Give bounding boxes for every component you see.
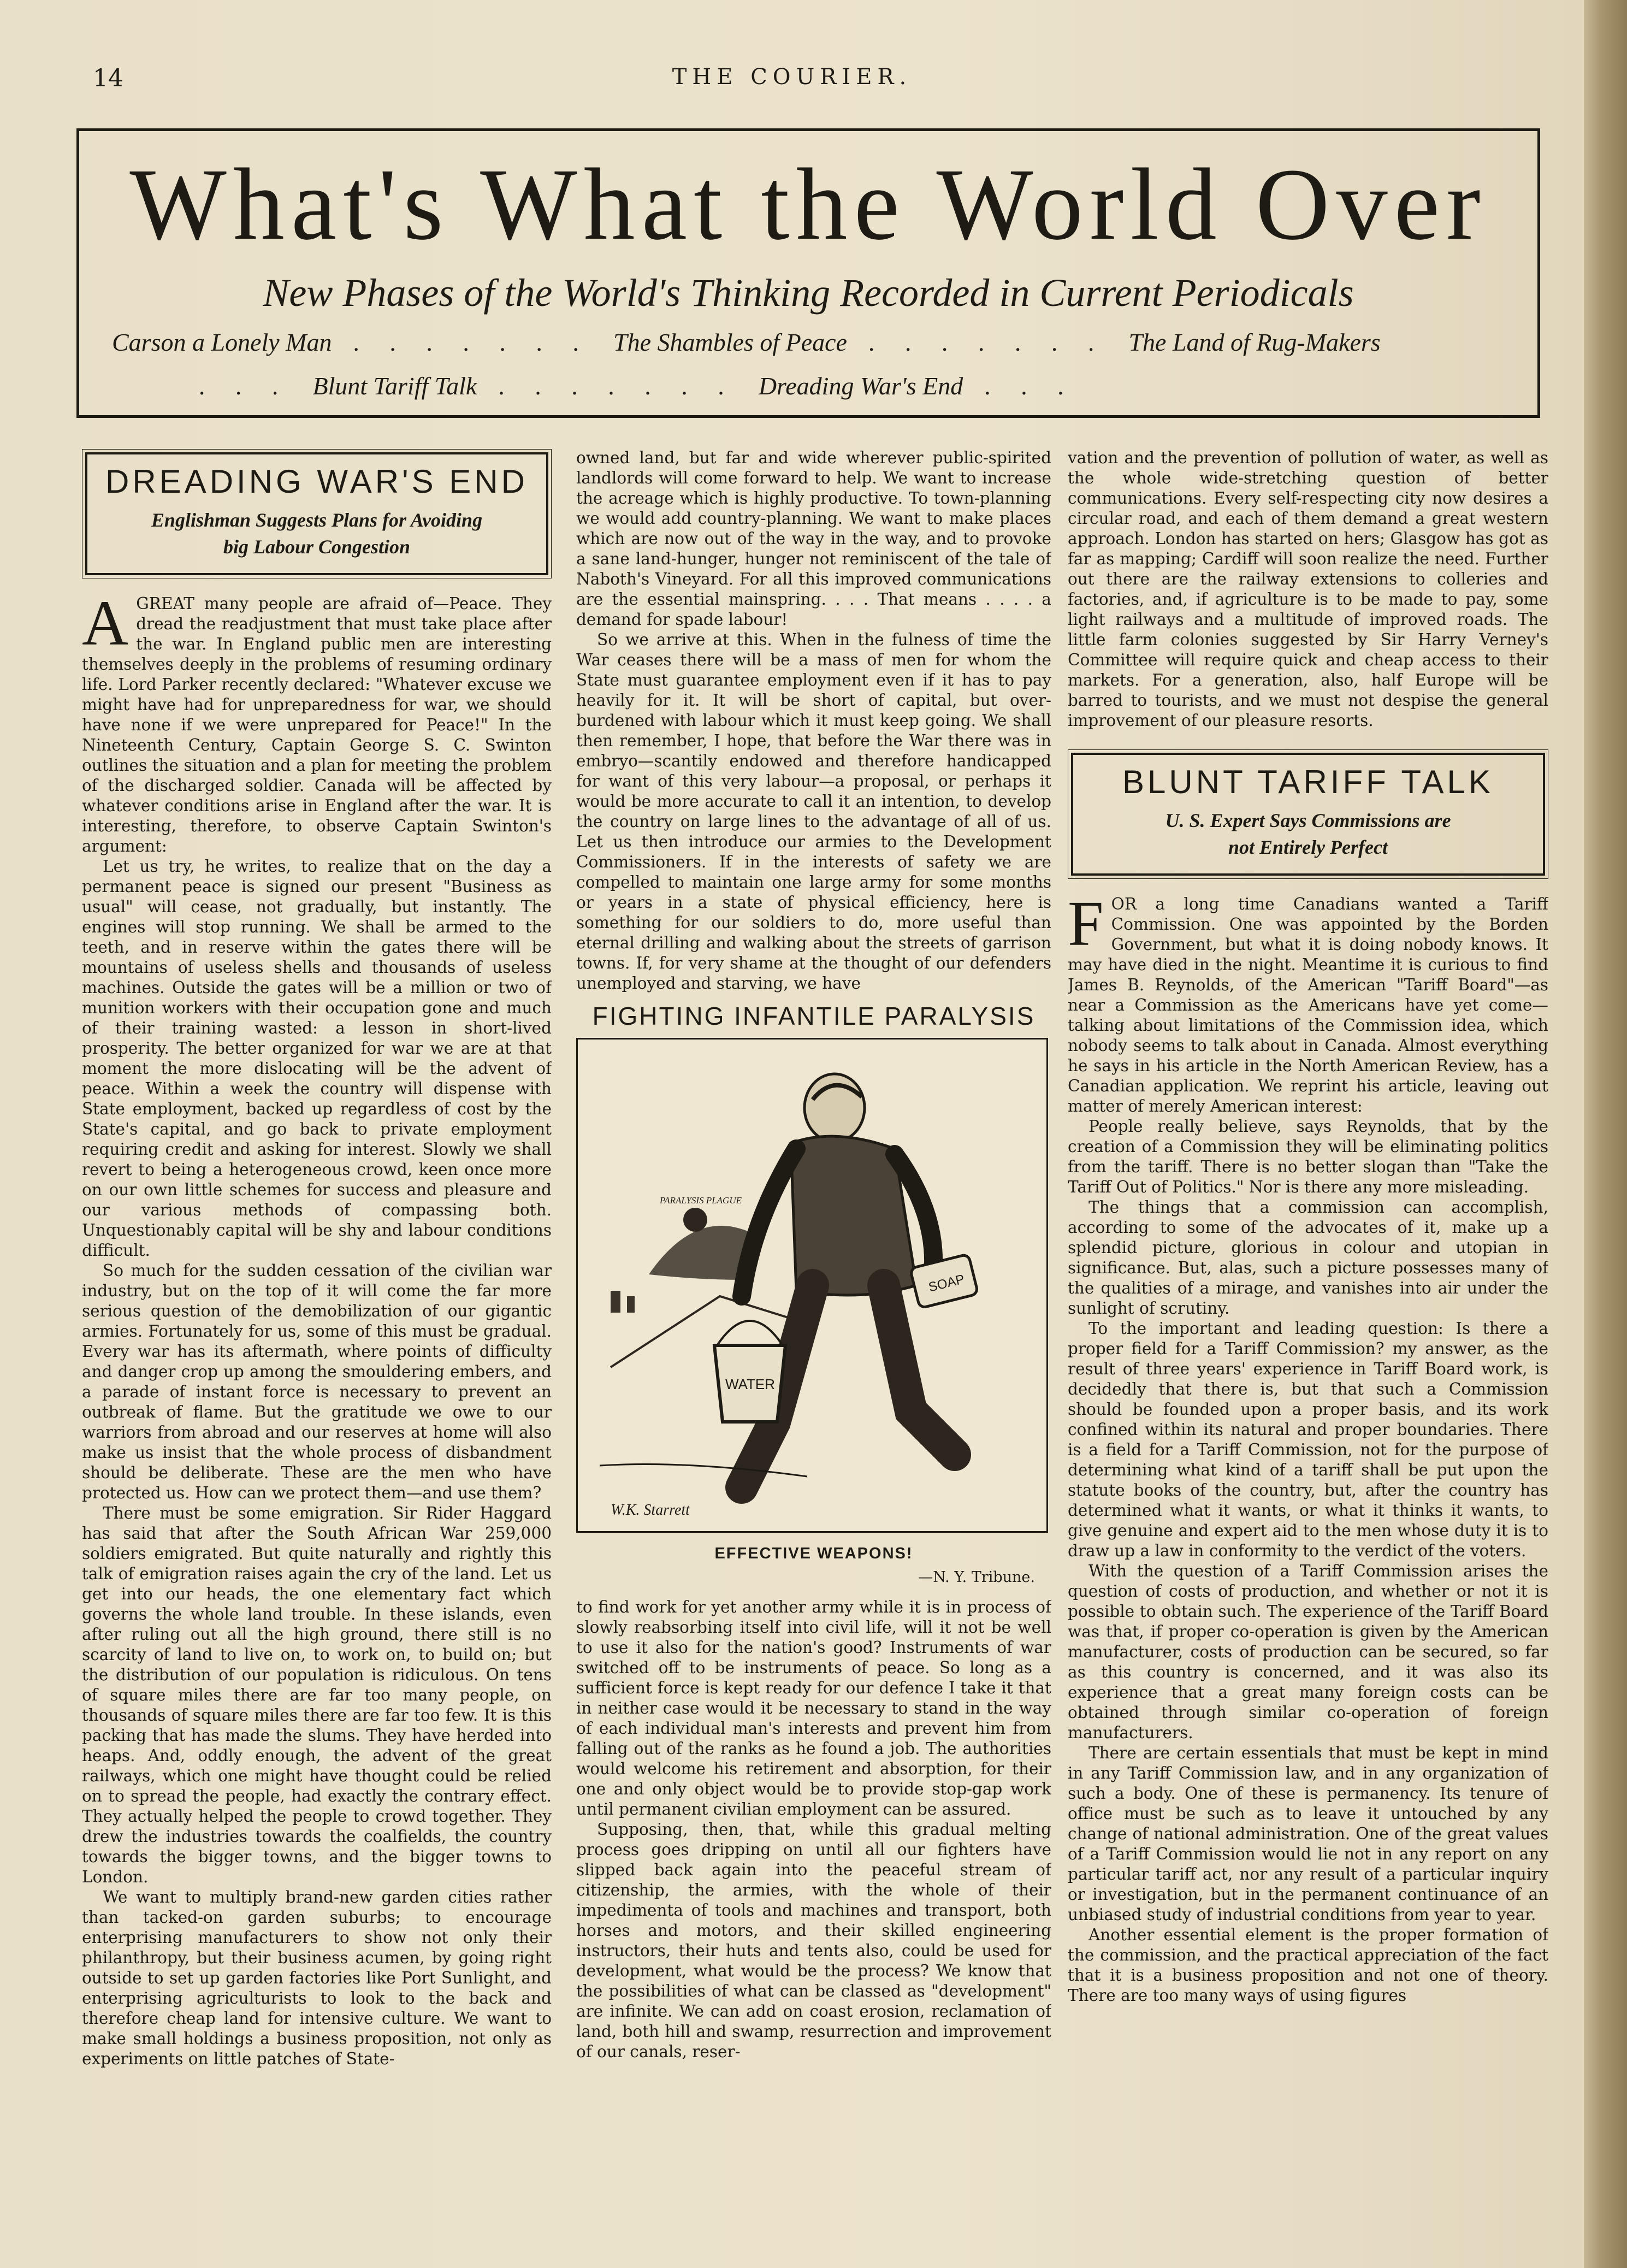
cartoon-title: FIGHTING INFANTILE PARALYSIS [592,1002,1036,1030]
article-paragraph: So much for the sudden cessation of the civilian war industry, but on the top of it will come the far more serious question of the demobilization of our gigantic armies. Fortunately for us, some of this must be gradual. Every war has its aftermath, where points of difficulty and danger crop up among the smouldering embers, and a parade of instant force is necessary to prevent an outbreak of flame. But the gratitude we owe to our warriors from abroad and our reserves at home will also make us insist that the whole process of disbandment should be deliberate. These are the men who have protected us. How can we protect them—and use them? [82,1261,552,1503]
artist-signature: W.K. Starrett [611,1502,690,1519]
contents-item: Carson a Lonely Man [112,328,332,356]
drop-cap: A [82,587,129,659]
article-paragraph: vation and the prevention of pollution of water, as well as the whole wide-stretching question of better communications. Every self-respecting city now desires a circular road, and each of them demand a great western approach. London has started on hers; Glasgow has got as far as mapping; Cardiff will soon realize the need. Further out there are the railway extensions to colleries and factories, and, if agriculture is to be made to pay, some light railways and a multitude of improved roads. The little farm colonies suggested by Sir Harry Verney's Committee will require quick and cheap access to their markets. For a generation, also, half Europe will be barred to tourists, and we must not despise the general improvement of our pleasure resorts. [1068,448,1548,730]
article-paragraph: Another essential element is the proper formation of the commission, and the practical appreciation of the fact that it is a business proposition and not one of theory. There are too many ways of using figures [1068,1926,1548,2005]
cartoon-illustration [578,1040,1046,1531]
drop-cap: F [1068,888,1104,960]
cartoon-credit: —N. Y. Tribune. [918,1569,1035,1586]
article-deck: Englishman Suggests Plans for Avoiding big Labour Congestion [151,509,483,558]
article-paragraph: Let us try, he writes, to realize that on the day a permanent peace is signed our present "Business as usual" will cease, not gradually, but instantly. The engines will stop running. We shall be armed to the teeth, and in reserve within the gates there will be mountains of useless shells and thousands of useless machines. Outside the gates will be a million or two of munition workers with their occupation gone and much of their training wasted: a lesson in short-lived prosperity. The better organized for war we are at that moment the more dislocating will be the advent of peace. Within a week the country will dispense with State employment, backed up regardless of cost by the State's capital, and go back to private employment requiring credit and asking for interest. Slowly we shall revert to being a heterogeneous crowd, keen once more on our own little schemes for success and pleasure and our various methods of compassing both. Unquestionably capital will be shy and labour conditions difficult. [82,857,552,1260]
cartoon [576,1001,1051,1587]
dot-leader: . . . [985,372,1076,400]
contents-item: The Shambles of Peace [613,328,847,356]
dot-leader: . . . . . . . [868,328,1107,356]
article-deck: U. S. Expert Says Commissions are not Entirely Perfect [1165,810,1451,858]
article-paragraph: There must be some emigration. Sir Rider Haggard has said that after the South African War 259,000 soldiers emigrated. But quite naturally and rightly this talk of emigration raises again the cry of the land. Let us get into our heads, the one elementary fact which governs the whole land trouble. In these islands, even after ruling out all the high ground, there still is no scarcity of land to live on, to work on, to build on; but the distribution of our population is ridiculous. On tens of square miles there are far too many people, on thousands of square miles there are far too few. It is this packing that has made the slums. They have herded into heaps. And, oddly enough, the advent of the great railways, which one might have thought could be relied on to spread the people, had exactly the contrary effect. They actually helped the people to crowd together. They drew the industries towards the coalfields, the country towards the bigger towns, and the bigger towns to London. [82,1504,552,1887]
column-1 [82,448,552,2240]
article-paragraph: To the important and leading question: Is there a proper field for a Tariff Commission? my answer, as the result of three years' experience in Tariff Board work, is decidedly that there is, but that such a Commission should be founded upon a proper basis, and its work confined within its natural and proper boundaries. There is a field for a Tariff Commission, not for the purpose of determining what kind of a tariff shall be put upon the statute books of the country, but, after the country has determined what it wants, or what it thinks it wants, to give genuine and expert aid to the men whose duty it is to draw up a law in conformity to the verdict of the voters. [1068,1319,1548,1561]
paragraph-text: GREAT many people are afraid of—Peace. They dread the readjustment that must take place after the war. In England public men are interesting themselves deeply in the problems of resuming ordinary life. Lord Parker recently declared: "Whatever excuse we might have had for unpreparedness for war, we should have none if we were unprepared for Peace!" In the Nineteenth Century, Captain George S. C. Swinton outlines the situation and a plan for meeting the problem of the discharged soldier. Canada will be affected by whatever conditions arise in England after the war. It is interesting, therefore, to observe Captain Swinton's argument: [82,594,552,856]
distant-building [627,1296,635,1313]
article-paragraph [82,587,552,857]
distant-building [611,1291,620,1313]
plague-label: PARALYSIS PLAGUE [660,1195,742,1206]
dot-leader: . . . . . . . [499,372,737,400]
soap-label: SOAP [927,1272,966,1295]
cartoon-caption: EFFECTIVE WEAPONS! [714,1545,913,1563]
article-paragraph: owned land, but far and wide wherever public-spirited landlords will come forward to help. We want to increase the acreage which is highly productive. To town-planning we would add country-planning. We want to make places which are now out of the way in the way, and to provoke a sane land-hunger, hunger not reminiscent of the tale of Naboth's Vineyard. For all this improved communications are the essential mainspring. . . . That means . . . . a demand for spade labour! [576,448,1051,629]
article-paragraph: We want to multiply brand-new garden cities rather than tacked-on garden suburbs; to encourage enterprising manufacturers to show not only their philanthropy, but their business acumen, by going right outside to set up garden factories like Port Sunlight, and enterprising agriculturists to look to the back and therefore cheap land for intensive culture. We want to make small holdings a business proposition, not only as experiments on little patches of State- [82,1888,552,2069]
pail-label: WATER [725,1376,775,1393]
cartoon-frame [576,1038,1048,1533]
article-header-dreading-wars-end [85,452,548,575]
page-number: 14 [93,64,123,92]
article-headline: BLUNT TARIFF TALK [1122,764,1494,800]
article-header-blunt-tariff-talk [1071,753,1545,876]
contents-row-2 [178,371,1098,400]
contents-item: Dreading War's End [758,372,963,400]
contents-item: The Land of Rug-Makers [1128,328,1381,356]
running-head [0,64,1584,103]
article-paragraph: to find work for yet another army while it is in process of slowly reabsorbing itself into civil life, will it not be well to use it also for the nation's good? Instruments of war switched off to be instruments of peace. So long as a sufficient force is kept ready for our defence I take it that in neither case would it be necessary to stand in the way of each individual man's interests and prevent him from falling out of the ranks as he found a job. The authorities would welcome his retirement and absorption, for their one and only object would be to provide stop-gap work until permanent civilian employment can be assured. [576,1598,1051,1819]
article-headline: DREADING WAR'S END [105,463,528,500]
contents-row-1 [112,328,1381,357]
article-paragraph: Supposing, then, that, while this gradual melting process goes dripping on until all our fighters have slipped back again into the peaceful stream of citizenship, the armies, with the whole of their impedimenta of tools and machines and transport, both horses and motors, and their skilled engineering instructors, their huts and tents also, could be used for development, what would be the process? We know that the possibilities of what can be classed as "development" are infinite. We can add on coast erosion, reclamation of land, both hill and swamp, resurrection and improvement of our canals, reser- [576,1820,1051,2062]
section-subtitle: New Phases of the World's Thinking Recorded in Current Periodicals [263,271,1354,315]
section-masthead [76,128,1540,418]
dot-leader: . . . . . . . [353,328,591,356]
publication-title: THE COURIER. [672,64,912,90]
article-paragraph: With the question of a Tariff Commission arises the question of costs of production, and whether or not it is possible to obtain such. The experience of the Tariff Board was that, if proper co-operation is given by the American manufacturer, costs of production can be secured, so far as this country is concerned, and it was also its experience that a great many foreign costs can be obtained through similar co-operation of foreign manufacturers. [1068,1562,1548,1743]
binding-edge [1584,0,1627,2268]
paragraph-text: OR a long time Canadians wanted a Tariff Commission. One was appointed by the Borden Government, but what it is doing nobody knows. It may have died in the night. Meantime it is curious to find James B. Reynolds, of the American "Tariff Board"—as near a Commission as the Americans have yet come—talking about limitations of the Commission idea, which nobody seems to talk about in Canada. Almost everything he says in his article in the North American Review, has a Canadian application. We reprint his article, leaving out matter of merely American interest: [1068,895,1548,1116]
column-2 [576,448,1051,2240]
article-paragraph: People really believe, says Reynolds, that by the creation of a Commission they will be eliminating politics from the tariff. There is no better slogan than "Take the Tariff Out of Politics." Nor is there any more misleading. [1068,1117,1548,1197]
article-paragraph: So we arrive at this. When in the fulness of time the War ceases there will be a mass of men for whom the State must guarantee employment even if it has to pay heavily for it. It will be short of capital, but over-burdened with labour which it must keep going. We shall then remember, I hope, that before the War there was in embryo—scantily endowed and therefore handicapped for want of this very labour—a proposal, or perhaps it would be more accurate to call it an intention, to develop the country on large lines to the advantage of all of us. Let us then introduce our armies to the Development Commissioners. If in the interests of safety we are compelled to maintain one large army for some months or years in a state of physical efficiency, here is something for our soldiers to do, more useful than eternal drilling and walking about the streets of garrison towns. If, for very shame at the thought of our defenders unemployed and starving, we have [576,630,1051,993]
plague-head [683,1208,707,1232]
contents-item: Blunt Tariff Talk [312,372,477,400]
column-3 [1068,448,1548,2240]
article-paragraph: The things that a commission can accomplish, according to some of the advocates of it, make up a splendid picture, glorious in colour and utopian in significance. But, alas, such a picture possesses many of the qualities of a mirage, and vanishes into air under the sunlight of scrutiny. [1068,1198,1548,1318]
section-title: What's What the World Over [129,147,1487,261]
article-paragraph: There are certain essentials that must be kept in mind in any Tariff Commission law, and in any organization of such a body. One of these is permanency. Its tenure of office must be such as to leave it untouched by any change of national administration. One of the great values of a Tariff Commission would lie not in any report on any particular tariff act, nor any result of a particular inquiry or investigation, but in the permanent continuance of an unbiased study of industrial conditions from year to year. [1068,1744,1548,1924]
article-paragraph [1068,888,1548,1117]
dot-leader: . . . [199,372,291,400]
